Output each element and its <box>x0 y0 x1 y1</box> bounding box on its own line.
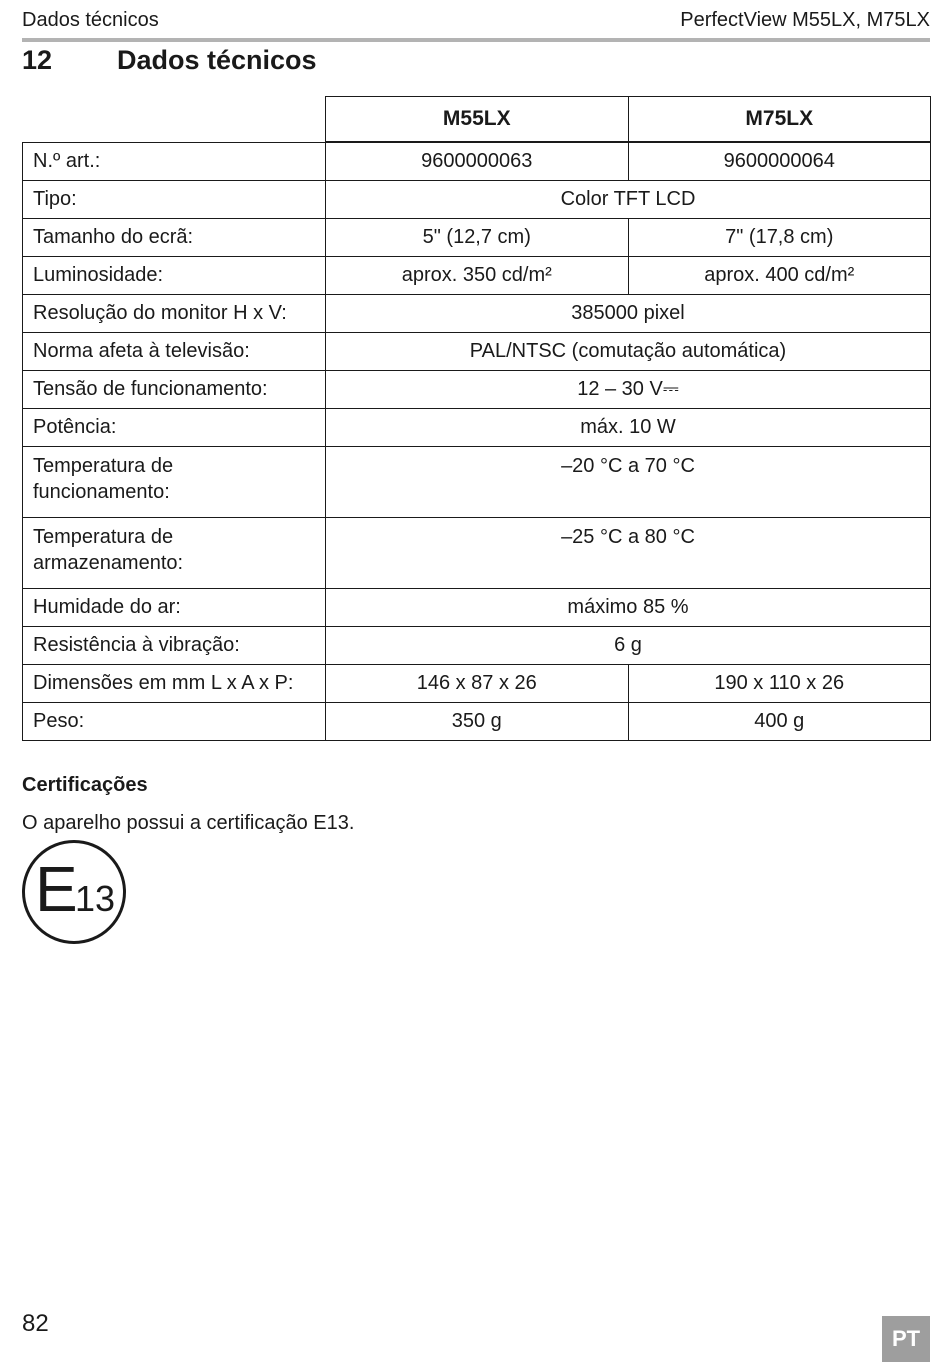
row-value-m55: 146 x 87 x 26 <box>326 665 629 703</box>
table-row <box>23 219 931 257</box>
header-product-name: PerfectView M55LX, M75LX <box>680 9 930 31</box>
row-label: Tamanho do ecrã: <box>23 219 326 257</box>
row-label: Potência: <box>23 409 326 447</box>
row-label: Resolução do monitor H x V: <box>23 295 326 333</box>
table-row <box>23 181 931 219</box>
chapter-number: 12 <box>22 45 53 75</box>
row-value-m75: 400 g <box>628 703 931 741</box>
row-label: Tipo: <box>23 181 326 219</box>
row-label: Luminosidade: <box>23 257 326 295</box>
row-value-m75: 190 x 110 x 26 <box>628 665 931 703</box>
header-section-title: Dados técnicos <box>22 9 159 31</box>
table-row <box>23 627 931 665</box>
row-value-shared: 6 g <box>326 627 931 665</box>
table-row <box>23 589 931 627</box>
certifications-text: O aparelho possui a certificação E13. <box>22 812 355 834</box>
table-row <box>23 257 931 295</box>
row-label: N.º art.: <box>23 142 326 181</box>
language-badge: PT <box>882 1316 930 1362</box>
row-value-m55: 5" (12,7 cm) <box>326 219 629 257</box>
row-value-m55: 9600000063 <box>326 142 629 181</box>
e-mark-digits: 13 <box>75 878 116 919</box>
chapter-heading <box>22 42 317 78</box>
table-row <box>23 371 931 409</box>
table-row <box>23 142 931 181</box>
table-row <box>23 518 931 589</box>
model-header-m55: M55LX <box>326 97 629 143</box>
e-mark-letter: E <box>35 853 78 925</box>
row-value-shared: Color TFT LCD <box>326 181 931 219</box>
row-value-shared: PAL/NTSC (comutação automática) <box>326 333 931 371</box>
e13-certification-mark <box>22 840 126 944</box>
row-value-m75: 7" (17,8 cm) <box>628 219 931 257</box>
row-value-shared: 12 – 30 V⎓ <box>326 371 931 409</box>
table-row <box>23 447 931 518</box>
row-value-shared: máx. 10 W <box>326 409 931 447</box>
row-value-m55: 350 g <box>326 703 629 741</box>
table-header-row <box>23 97 931 143</box>
row-label: Norma afeta à televisão: <box>23 333 326 371</box>
row-label: Temperatura de funcionamento: <box>23 447 326 518</box>
row-value-shared: –20 °C a 70 °C <box>326 447 931 518</box>
table-row <box>23 665 931 703</box>
row-value-shared: 385000 pixel <box>326 295 931 333</box>
row-label: Dimensões em mm L x A x P: <box>23 665 326 703</box>
running-header <box>22 8 930 42</box>
row-value-shared: máximo 85 % <box>326 589 931 627</box>
table-row <box>23 409 931 447</box>
row-value-m55: aprox. 350 cd/m² <box>326 257 629 295</box>
table-row <box>23 703 931 741</box>
certifications-heading: Certificações <box>22 774 148 796</box>
row-value-shared: –25 °C a 80 °C <box>326 518 931 589</box>
row-label: Temperatura de armazenamento: <box>23 518 326 589</box>
specs-table <box>22 96 931 741</box>
chapter-title: Dados técnicos <box>117 45 317 75</box>
row-value-m75: 9600000064 <box>628 142 931 181</box>
row-label: Tensão de funcionamento: <box>23 371 326 409</box>
row-label: Peso: <box>23 703 326 741</box>
model-header-m75: M75LX <box>628 97 931 143</box>
row-label: Resistência à vibração: <box>23 627 326 665</box>
table-row <box>23 333 931 371</box>
row-label: Humidade do ar: <box>23 589 326 627</box>
table-row <box>23 295 931 333</box>
row-value-m75: aprox. 400 cd/m² <box>628 257 931 295</box>
header-blank-cell <box>23 97 326 143</box>
page-number: 82 <box>22 1310 49 1337</box>
